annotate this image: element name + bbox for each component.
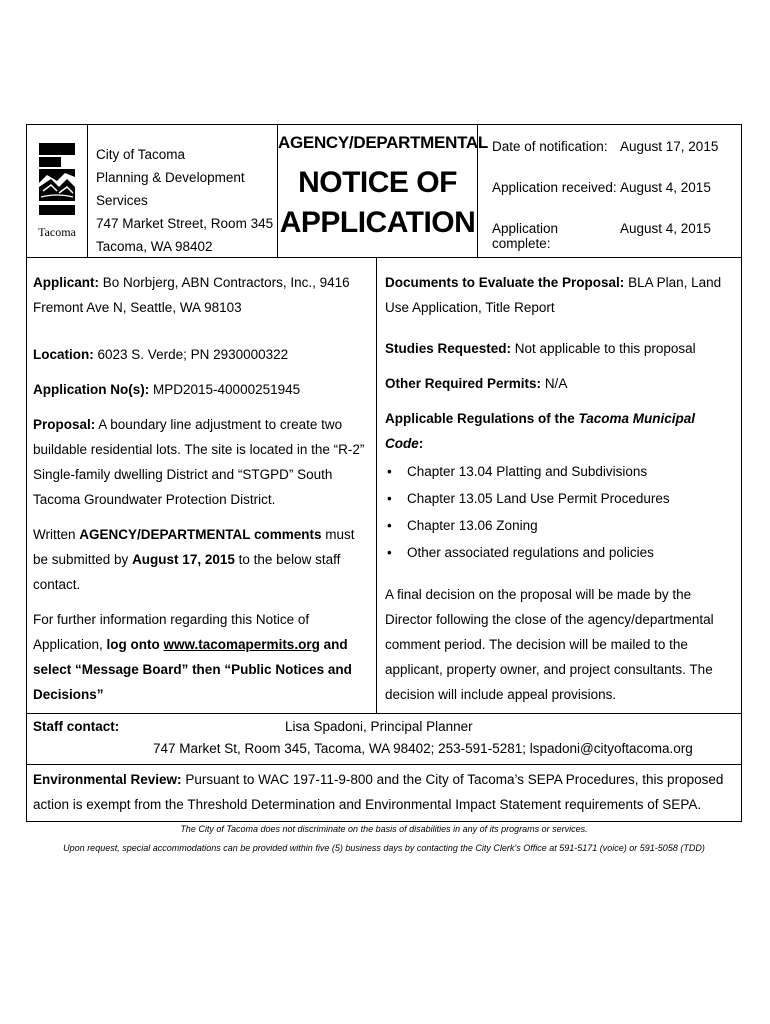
env-label: Environmental Review: [33,772,182,787]
list-item: • Chapter 13.05 Land Use Permit Procedures [385,485,733,512]
docs-text: BLA Plan, Land Use Application, Title Report [385,275,722,315]
studies [385,336,733,361]
regs-label: Applicable Regulations of the [385,411,579,426]
written-text-3: to the below staff contact. [33,552,341,592]
applicant [33,270,370,320]
tacomapermits-link[interactable]: www.tacomapermits.org [163,637,320,652]
date-label: Application complete: [492,221,559,251]
staff-label: Staff contact: [33,719,120,734]
staff-row [33,716,735,738]
permits-text: N/A [544,376,568,391]
footer-disclaimer [26,820,742,858]
left-column [27,258,377,713]
title-notice-of: NOTICE OF [298,166,457,199]
written-bold: AGENCY/DEPARTMENTAL comments [79,527,322,542]
org-name: City of Tacoma [96,147,186,162]
date-label: Application received: [492,180,617,195]
date-value: August 4, 2015 [620,221,711,236]
date-row-notification [492,139,741,180]
applicant-label: Applicant: [33,275,99,290]
title-application: APPLICATION [279,206,476,239]
documents [385,270,733,320]
environmental-review [27,765,741,821]
notice-document [26,124,742,822]
permits-label: Other Required Permits: [385,376,542,391]
location-text: 6023 S. Verde; PN 2930000322 [97,347,289,362]
staff-address: 747 Market St, Room 345, Tacoma, WA 98402; 253-591-5281; lspadoni@cityoftacoma.org [153,741,693,756]
city-address [88,125,278,257]
decision-text: A final decision on the proposal will be made by the Director following the close of the agency/departmental comment period. The decision will be mailed to the applicant, property owner, and project consultants. The decision will include appeal provisions. [385,587,714,702]
staff-name: Lisa Spadoni, Principal Planner [285,719,473,734]
comment-deadline: August 17, 2015 [132,552,235,567]
info-log: log onto [106,637,164,652]
further-info [33,607,370,707]
other-permits [385,371,733,396]
date-label: Date of notification: [492,139,608,154]
list-item: • Chapter 13.06 Zoning [385,512,733,539]
tacoma-logo-icon [37,143,77,223]
appno-label: Application No(s): [33,382,150,397]
date-row-received [492,180,741,221]
info-text: For further information regarding this Notice of Application, [33,612,310,652]
city-state-zip: Tacoma, WA 98402 [96,239,213,254]
proposal-label: Proposal: [33,417,96,432]
regulations-list [385,458,733,566]
notice-dates [478,125,741,257]
street-address: 747 Market Street, Room 345 [96,216,274,231]
notice-body [27,258,741,714]
date-row-complete [492,221,741,262]
proposal [33,412,370,512]
info-text-2: and select “Message Board” then “Public Notices and Decisions” [33,637,352,702]
footer-line-1: The City of Tacoma does not discriminate on the basis of disabilities in any of its programs or services. [180,824,588,834]
staff-contact [27,714,741,765]
regulations-heading [385,406,733,456]
list-item: • Other associated regulations and policies [385,539,733,566]
location-label: Location: [33,347,94,362]
title-agency: AGENCY/DEPARTMENTAL [278,133,488,152]
regs-label-code: Tacoma Municipal Code [385,411,696,451]
written-text-2: must be submitted by [33,527,355,567]
studies-text: Not applicable to this proposal [514,341,696,356]
location [33,342,370,367]
appno-text: MPD2015-40000251945 [153,382,301,397]
date-value: August 4, 2015 [620,180,711,195]
dept-name: Planning & Development Services [96,170,245,208]
application-number [33,377,370,402]
date-value: August 17, 2015 [620,139,719,154]
notice-title [278,125,488,257]
logo-wordmark: Tacoma [38,224,76,239]
written-text: Written [33,527,80,542]
env-text: Pursuant to WAC 197-11-9-800 and the City of Tacoma’s SEPA Procedures, this proposed action is exempt from the Threshold Determination and Environmental Impact Statement requirements of SEPA. [33,772,724,812]
notice-header [27,125,741,258]
list-item: • Chapter 13.04 Platting and Subdivisions [385,458,733,485]
right-column [377,258,741,713]
footer-line-2: Upon request, special accommodations can be provided within five (5) business days by contacting the City Clerk’s Office at 591-5171 (voice) or 591-5058 (TDD) [63,843,705,853]
comments-instructions [33,522,370,597]
regs-label-colon: : [418,436,424,451]
proposal-text: A boundary line adjustment to create two buildable residential lots. The site is located in the “R-2” Single-family dwelling District and “STGPD” South Tacoma Groundwater Protection District. [33,417,365,507]
studies-label: Studies Requested: [385,341,512,356]
city-logo [27,125,88,257]
docs-label: Documents to Evaluate the Proposal: [385,275,625,290]
applicant-text: Bo Norbjerg, ABN Contractors, Inc., 9416 Fremont Ave N, Seattle, WA 98103 [33,275,350,315]
